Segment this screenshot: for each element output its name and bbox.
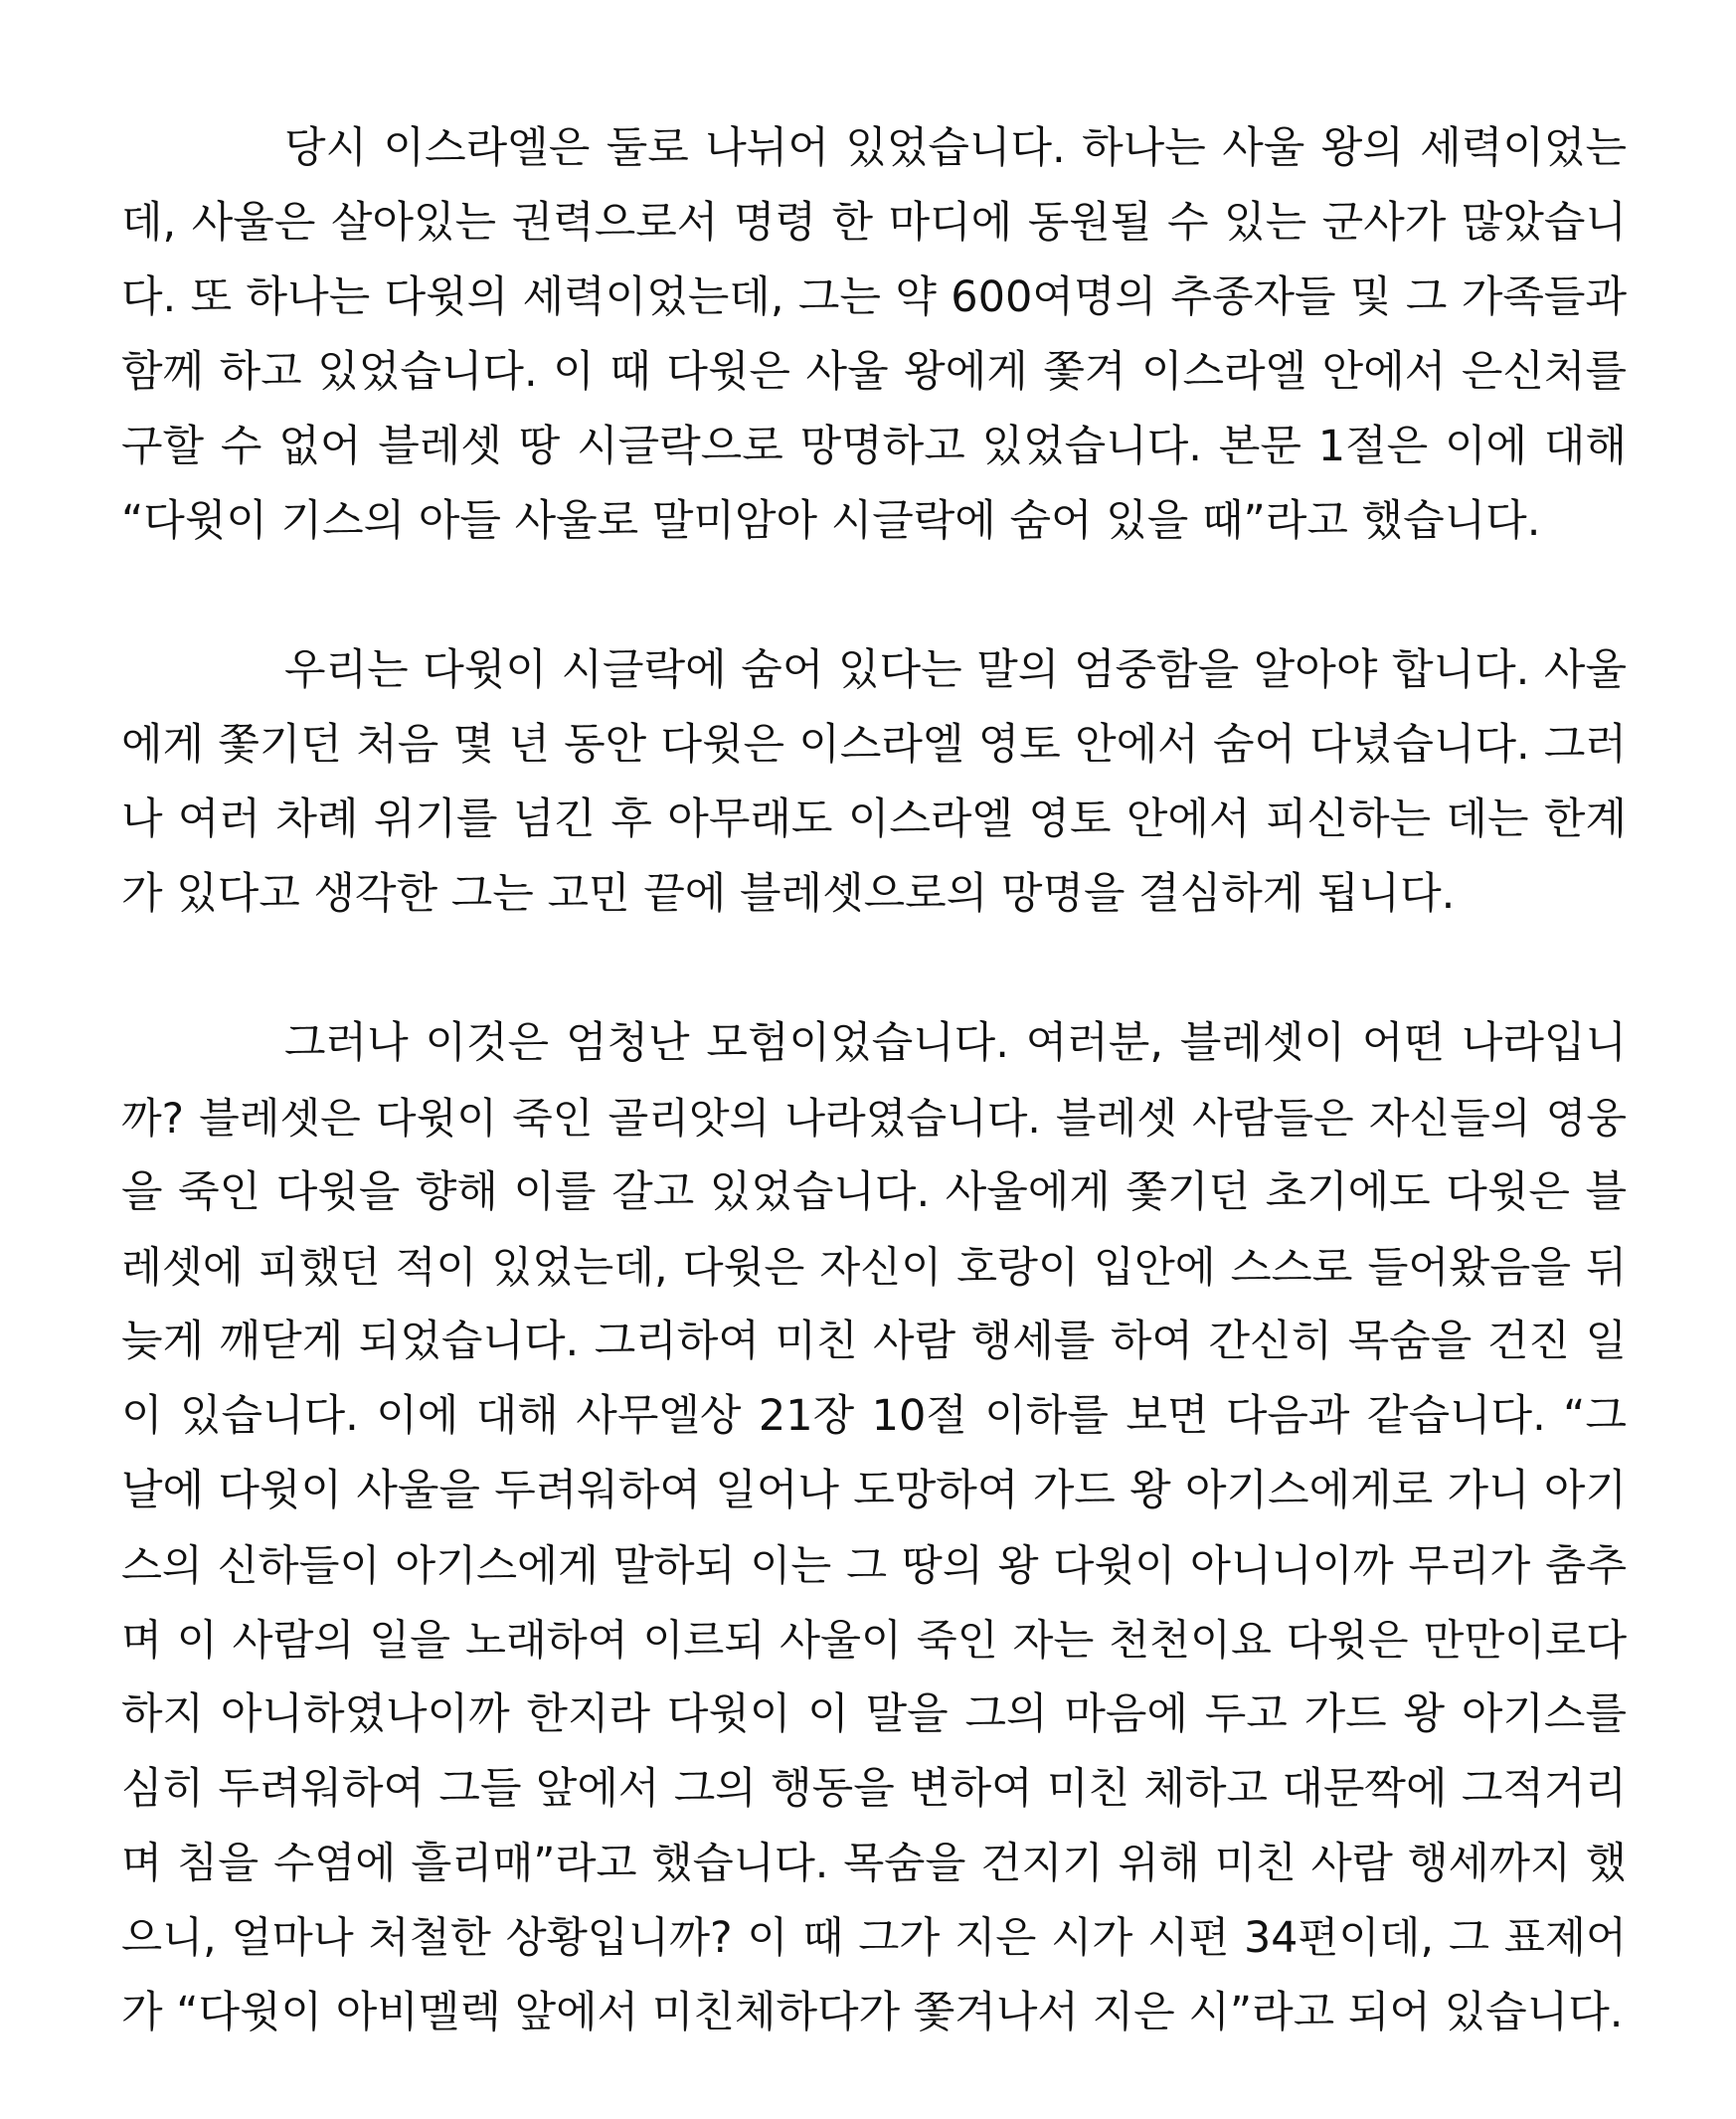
- text-line: “다윗이 기스의 아들 사울로 말미암아 시글락에 숨어 있을 때”라고 했습니다.: [121, 496, 1541, 546]
- text-line: 늦게 깨닫게 되었습니다. 그리하여 미친 사람 행세를 하여 간신히 목숨을 건진 일: [121, 1317, 1627, 1366]
- text-line: 날에 다윗이 사울을 두려워하여 일어나 도망하여 가드 왕 아기스에게로 가니 아기: [121, 1466, 1627, 1515]
- text-line: 가 “다윗이 아비멜렉 앞에서 미친체하다가 쫓겨나서 지은 시”라고 되어 있습니다.: [121, 1988, 1624, 2037]
- paragraph-3: [121, 1006, 1627, 2050]
- text-line: 며 이 사람의 일을 노래하여 이르되 사울이 죽인 자는 천천이요 다윗은 만만이로다: [121, 1616, 1627, 1665]
- text-line: 나 여러 차례 위기를 넘긴 후 아무래도 이스라엘 영토 안에서 피신하는 데는 한계: [121, 795, 1627, 844]
- paragraph-gap: [121, 559, 1627, 633]
- text-line: 며 침을 수염에 흘리매”라고 했습니다. 목숨을 건지기 위해 미친 사람 행세까지 했: [121, 1840, 1627, 1888]
- text-line: 우리는 다윗이 시글락에 숨어 있다는 말의 엄중함을 알아야 합니다. 사울: [284, 645, 1627, 695]
- text-line: 레셋에 피했던 적이 있었는데, 다윗은 자신이 호랑이 입안에 스스로 들어왔음을 뒤: [121, 1243, 1627, 1292]
- paragraph-1: [121, 111, 1627, 559]
- text-line: 구할 수 없어 블레셋 땅 시글락으로 망명하고 있었습니다. 본문 1절은 이에 대해: [121, 422, 1627, 471]
- text-line: 이 있습니다. 이에 대해 사무엘상 21장 10절 이하를 보면 다음과 같습니다. “그: [121, 1391, 1627, 1441]
- text-line: 까? 블레셋은 다윗이 죽인 골리앗의 나라였습니다. 블레셋 사람들은 자신들의 영웅: [121, 1094, 1627, 1143]
- document-page: [121, 111, 1627, 2050]
- text-line: 스의 신하들이 아기스에게 말하되 이는 그 땅의 왕 다윗이 아니니이까 무리가 춤추: [121, 1541, 1627, 1590]
- text-line: 으니, 얼마나 처철한 상황입니까? 이 때 그가 지은 시가 시편 34편이데, 그 표제어: [121, 1914, 1627, 1963]
- text-line: 가 있다고 생각한 그는 고민 끝에 블레셋으로의 망명을 결심하게 됩니다.: [121, 869, 1456, 919]
- text-line: 당시 이스라엘은 둘로 나뉘어 있었습니다. 하나는 사울 왕의 세력이었는: [284, 123, 1627, 173]
- paragraph-2: [121, 633, 1627, 932]
- text-line: 함께 하고 있었습니다. 이 때 다윗은 사울 왕에게 쫓겨 이스라엘 안에서 은신처를: [121, 347, 1627, 397]
- text-line: 데, 사울은 살아있는 권력으로서 명령 한 마디에 동원될 수 있는 군사가 많았습니: [121, 198, 1627, 248]
- text-line: 그러나 이것은 엄청난 모험이었습니다. 여러분, 블레셋이 어떤 나라입니: [284, 1018, 1627, 1068]
- text-line: 심히 두려워하여 그들 앞에서 그의 행동을 변하여 미친 체하고 대문짝에 그적거리: [121, 1764, 1627, 1814]
- text-line: 을 죽인 다윗을 향해 이를 갈고 있었습니다. 사울에게 쫓기던 초기에도 다윗은 블: [121, 1167, 1627, 1217]
- text-line: 에게 쫓기던 처음 몇 년 동안 다윗은 이스라엘 영토 안에서 숨어 다녔습니다. 그러: [121, 720, 1627, 770]
- text-line: 다. 또 하나는 다윗의 세력이었는데, 그는 약 600여명의 추종자들 및 그 가족들과: [121, 272, 1627, 322]
- paragraph-gap: [121, 932, 1627, 1006]
- text-line: 하지 아니하였나이까 한지라 다윗이 이 말을 그의 마음에 두고 가드 왕 아기스를: [121, 1689, 1627, 1739]
